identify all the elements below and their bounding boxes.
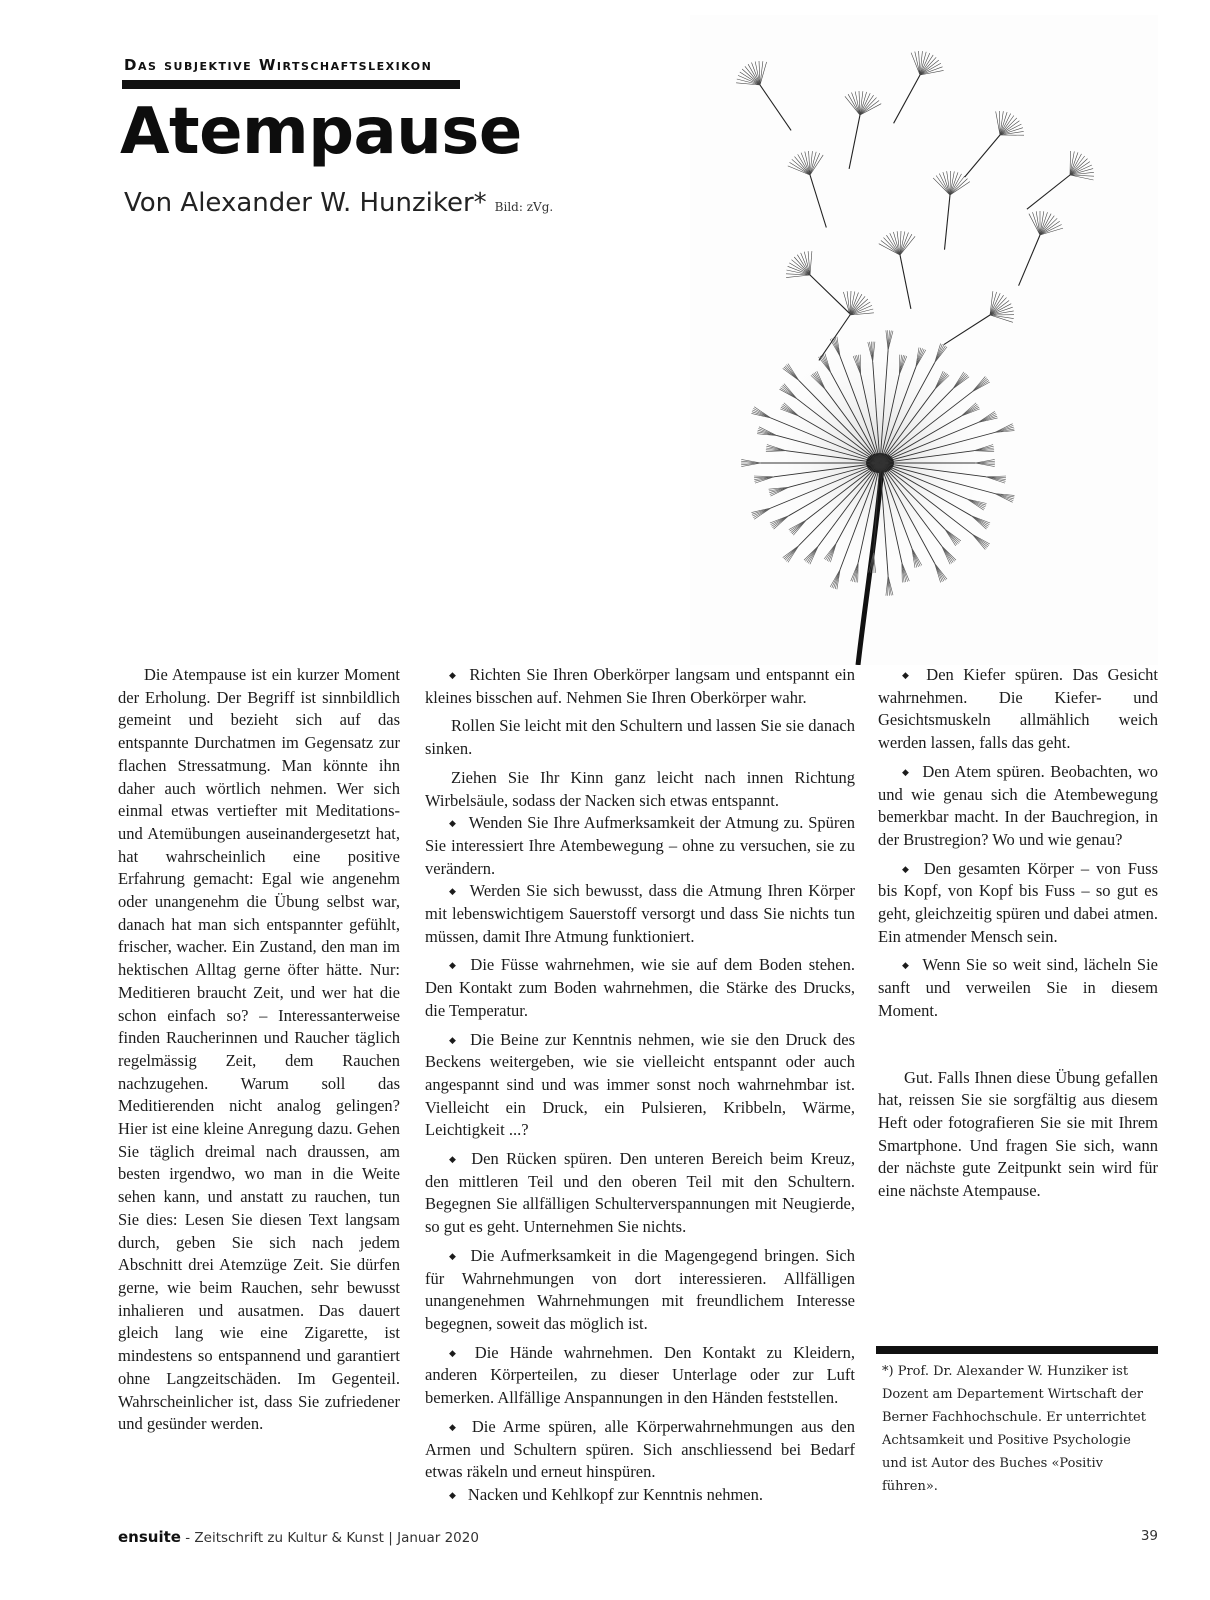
closing-paragraph: Gut. Falls Ihnen diese Übung gefallen hat, reissen Sie sie sorgfältig aus diesem Heft oder fotografieren Sie sie mit Ihrem Smartphone. Und fragen Sie sich, wann der nächste gute Zeitpunkt sein wird für eine nächste Atempause. — [878, 1067, 1158, 1201]
byline — [124, 188, 553, 218]
exercise-step: ◆ Die Hände wahrnehmen. Den Kontakt zu Kleidern, anderen Körperteilen, zu dieser Unterlage oder zur Luft bemerken. Allfällige Anspannungen in den Händen feststellen. — [425, 1342, 855, 1410]
exercise-step: ◆ Den Rücken spüren. Den unteren Bereich beim Kreuz, den mittleren Teil und den oberen Teil mit den Schultern. Begegnen Sie allfälligen Schulterverspannungen mit Neugierde, so gut es geht. Unternehmen Sie nichts. — [425, 1148, 855, 1239]
flying-seed — [786, 251, 850, 313]
flying-seed — [965, 111, 1024, 177]
flying-seed — [736, 61, 791, 130]
author-line: Von Alexander W. Hunziker* — [124, 188, 487, 218]
exercise-step: ◆ Die Aufmerksamkeit in die Magengegend bringen. Sich für Wahrnehmungen von dort interessieren. Allfälligen unangenehmen Wahrnehmungen mit freundlichem Interesse begegnen, soweit das möglich ist. — [425, 1245, 855, 1336]
flying-seeds — [736, 51, 1094, 360]
intro-paragraph: Die Atempause ist ein kurzer Moment der Erholung. Der Begriff ist sinnbildlich gemeint und bezieht sich auf das entspannte Durchatmen im Gegensatz zur flachen Stressatmung. Man könnte ihn daher auch wörtlich nehmen. Wer sich einmal etwas vertiefter mit Meditations- und Atemübungen auseinandergesetzt hat, hat wahrscheinlich eine positive Erfahrung gemacht: Egal wie angenehm oder unangenehm die Übung selbst war, danach hat man sich entspannter gefühlt, frischer, wacher. Ein Zustand, den man im hektischen Alltag gerne öfter hätte. Nur: Meditieren braucht Zeit, und wer hat die schon einfach so? – Interessanterweise finden Raucherinnen und Raucher täglich regelmässig Zeit, dem Rauchen nachzugehen. Warum soll das Meditierenden nicht analog gelingen? Hier ist eine kleine Anregung dazu. Gehen Sie täglich dreimal nach draussen, am besten irgendwo, wo man in die Weite sehen kann, und anstatt zu rauchen, tun Sie dies: Lesen Sie diesen Text langsam durch, geben Sie sich nach jedem Abschnitt drei Atemzüge Zeit. Sie dürfen gerne, wie beim Rauchen, sehr bewusst inhalieren und ausatmen. Das dauert gleich lang wie eine Zigarette, ist mindestens so entspannend und garantiert ohne Langzeitschäden. Im Gegenteil. Wahrscheinlicher ist, dass Sie zufriedener und gesünder werden. — [118, 665, 400, 1434]
footnote-rule — [876, 1346, 1158, 1354]
magazine-tagline: - Zeitschrift zu Kultur & Kunst | Januar 2020 — [180, 1530, 479, 1546]
flying-seed — [1019, 211, 1063, 286]
author-footnote: *) Prof. Dr. Alexander W. Hunziker ist Dozent am Departement Wirtschaft der Berner Fachhochschule. Er unterrichtet Achtsamkeit und Positive Psychologie und ist Autor des Buches «Positiv führen». — [882, 1364, 1146, 1494]
exercise-step: ◆ Wenden Sie Ihre Aufmerksamkeit der Atmung zu. Spüren Sie interessiert Ihre Atembewegung – ohne zu versuchen, sie zu verändern. — [425, 812, 855, 880]
exercise-step: ◆ Richten Sie Ihren Oberkörper langsam und entspannt ein kleines bisschen auf. Nehmen Sie Ihren Oberkörper wahr. — [425, 664, 855, 709]
flying-seed — [879, 231, 915, 309]
column-1 — [118, 664, 400, 1436]
exercise-step: ◆ Wenn Sie so weit sind, lächeln Sie sanft und verweilen Sie in diesem Moment. — [878, 954, 1158, 1022]
exercise-step: ◆ Den Kiefer spüren. Das Gesicht wahrnehmen. Die Kiefer- und Gesichtsmuskeln allmählich weich werden lassen, falls das geht. — [878, 664, 1158, 755]
flying-seed — [944, 291, 1014, 345]
dandelion-seeds-icon — [690, 15, 1158, 665]
exercise-step: ◆ Nacken und Kehlkopf zur Kenntnis nehmen. — [425, 1484, 855, 1507]
exercise-step: ◆ Die Arme spüren, alle Körperwahrnehmungen aus den Armen und Schultern spüren. Sich anschliessend bei Bedarf etwas räkeln und erneut hinspüren. — [425, 1416, 855, 1484]
exercise-step: Ziehen Sie Ihr Kinn ganz leicht nach innen Richtung Wirbelsäule, sodass der Nacken sich etwas entspannt. — [425, 767, 855, 810]
exercise-step: ◆ Den Atem spüren. Beobachten, wo und wie genau sich die Atembewegung bemerkbar macht. In der Bauchregion, in der Brustregion? Wo und wie genau? — [878, 761, 1158, 852]
flying-seed — [894, 51, 944, 123]
exercise-step: ◆ Die Füsse wahrnehmen, wie sie auf dem Boden stehen. Den Kontakt zum Boden wahrnehmen, die Stärke des Drucks, die Temperatur. — [425, 954, 855, 1022]
flying-seed — [788, 151, 827, 228]
photo-credit: Bild: zVg. — [494, 200, 554, 214]
kicker-rule — [122, 80, 460, 89]
magazine-name: ensuite — [118, 1528, 181, 1546]
flying-seed — [1027, 151, 1094, 209]
flying-seed — [933, 171, 970, 250]
column-3 — [878, 664, 1158, 1203]
exercise-step: ◆ Den gesamten Körper – von Fuss bis Kopf, von Kopf bis Fuss – so gut es geht, gleichzeitig spüren und dabei atmen. Ein atmender Mensch sein. — [878, 858, 1158, 949]
page-number: 39 — [1140, 1528, 1158, 1544]
dandelion-photo — [690, 15, 1158, 665]
exercise-step: ◆ Die Beine zur Kenntnis nehmen, wie sie den Druck des Beckens weitergeben, wie sie vielleicht entspannt oder auch angespannt sind und was immer sonst noch wahrnehmbar ist. Vielleicht ein Druck, ein Pulsieren, Kribbeln, Wärme, Leichtigkeit ...? — [425, 1029, 855, 1143]
exercise-step: ◆ Werden Sie sich bewusst, dass die Atmung Ihren Körper mit lebenswichtigem Sauerstoff versorgt und dass Sie nichts tun müssen, damit Ihre Atmung funktioniert. — [425, 880, 855, 948]
exercise-step: Rollen Sie leicht mit den Schultern und lassen Sie sie danach sinken. — [425, 716, 855, 759]
page-footer — [118, 1528, 1158, 1546]
article-title: Atempause — [120, 95, 522, 169]
section-kicker: Das subjektive Wirtschaftslexikon — [124, 56, 433, 74]
column-2 — [425, 664, 855, 1507]
flying-seed — [845, 91, 881, 169]
